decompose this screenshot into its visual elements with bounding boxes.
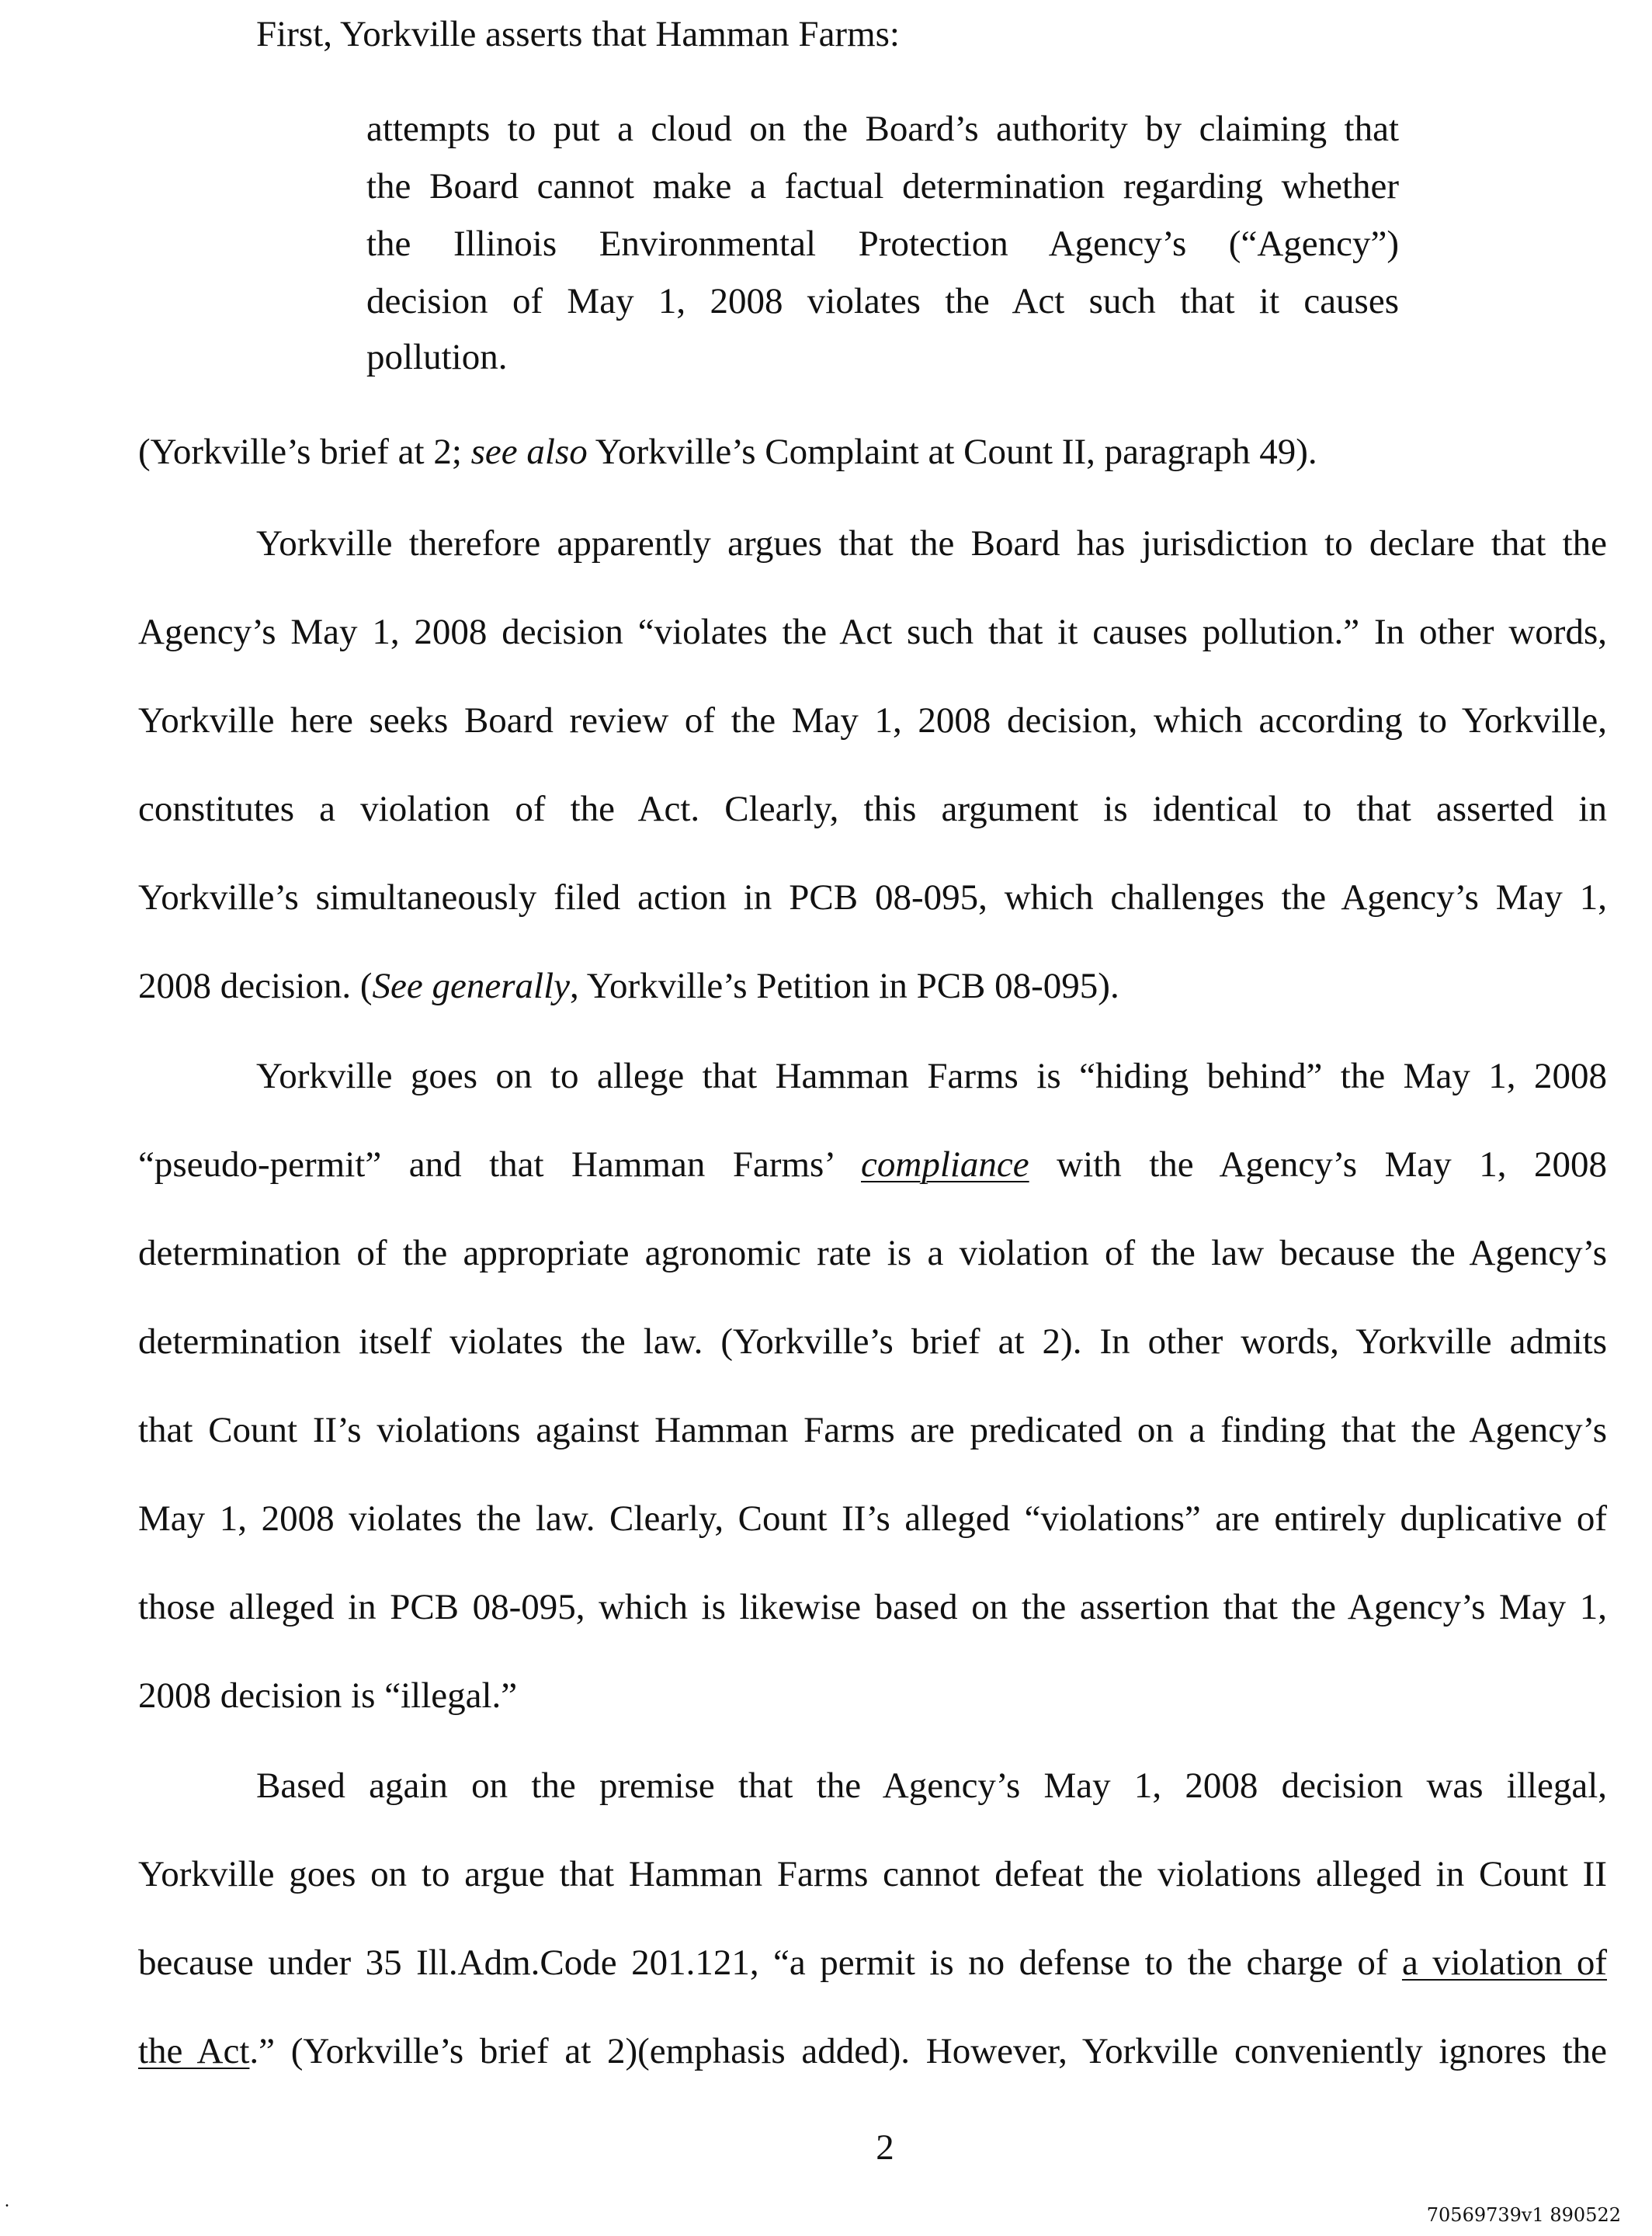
intro-line: First, Yorkville asserts that Hamman Farms: (256, 14, 900, 54)
paragraph-text: 2008 decision. ( (138, 966, 373, 1006)
paragraph-line: Yorkville’s simultaneously filed action in PCB 08-095, which challenges the Agency’s May 1, (138, 877, 1607, 918)
citation-text: Yorkville’s Complaint at Count II, paragraph 49). (587, 432, 1317, 472)
block-quote-line: pollution. (366, 337, 508, 377)
paragraph-line: Yorkville therefore apparently argues that the Board has jurisdiction to declare that the (256, 523, 1607, 564)
paragraph-line (138, 1941, 1607, 1984)
paragraph-line (138, 964, 1119, 1008)
paragraph-line: Agency’s May 1, 2008 decision “violates the Act such that it causes pollution.” In other words, (138, 612, 1607, 652)
emphasized-word: compliance (861, 1144, 1029, 1185)
paragraph-text: , Yorkville’s Petition in PCB 08-095). (570, 966, 1119, 1006)
citation-signal: See generally (372, 966, 570, 1006)
margin-mark: . (5, 2191, 9, 2211)
paragraph-text: with the Agency’s May 1, 2008 (1029, 1144, 1607, 1185)
block-quote-line: decision of May 1, 2008 violates the Act such that it causes (366, 281, 1399, 321)
paragraph-line: 2008 decision is “illegal.” (138, 1675, 518, 1716)
underlined-phrase: the Act (138, 2031, 250, 2071)
paragraph-line: Based again on the premise that the Agency’s May 1, 2008 decision was illegal, (256, 1766, 1607, 1806)
paragraph-line: those alleged in PCB 08-095, which is likewise based on the assertion that the Agency’s May 1, (138, 1587, 1607, 1627)
paragraph-line: constitutes a violation of the Act. Clearly, this argument is identical to that asserted in (138, 789, 1607, 829)
block-quote-line: the Illinois Environmental Protection Agency’s (“Agency”) (366, 224, 1399, 264)
paragraph-text: because under 35 Ill.Adm.Code 201.121, “a permit is no defense to the charge of (138, 1943, 1402, 1983)
underlined-phrase: a violation of (1401, 1943, 1607, 1983)
citation-text: (Yorkville’s brief at 2; (138, 432, 471, 472)
citation-signal: see also (470, 432, 588, 472)
paragraph-line: that Count II’s violations against Hamman Farms are predicated on a finding that the Agency’s (138, 1410, 1607, 1450)
paragraph-line: Yorkville goes on to argue that Hamman Farms cannot defeat the violations alleged in Count II (138, 1854, 1607, 1894)
citation-line (138, 430, 1317, 474)
paragraph-line (138, 1143, 1607, 1186)
paragraph-line: determination itself violates the law. (Yorkville’s brief at 2). In other words, Yorkville admits (138, 1321, 1607, 1362)
paragraph-text: .” (Yorkville’s brief at 2)(emphasis added). However, Yorkville conveniently ignores the (249, 2031, 1607, 2071)
paragraph-line (138, 2029, 1607, 2073)
document-id: 70569739v1 890522 (1426, 2204, 1621, 2226)
block-quote-line: attempts to put a cloud on the Board’s authority by claiming that (366, 109, 1399, 149)
paragraph-line: Yorkville goes on to allege that Hamman Farms is “hiding behind” the May 1, 2008 (256, 1056, 1607, 1096)
page-number: 2 (876, 2127, 894, 2168)
paragraph-text: “pseudo-permit” and that Hamman Farms’ (138, 1144, 862, 1185)
block-quote-line: the Board cannot make a factual determination regarding whether (366, 166, 1399, 207)
paragraph-line: determination of the appropriate agronomic rate is a violation of the law because the Agency’s (138, 1233, 1607, 1273)
paragraph-line: Yorkville here seeks Board review of the May 1, 2008 decision, which according to Yorkville, (138, 700, 1607, 741)
paragraph-line: May 1, 2008 violates the law. Clearly, Count II’s alleged “violations” are entirely duplicative of (138, 1498, 1607, 1539)
